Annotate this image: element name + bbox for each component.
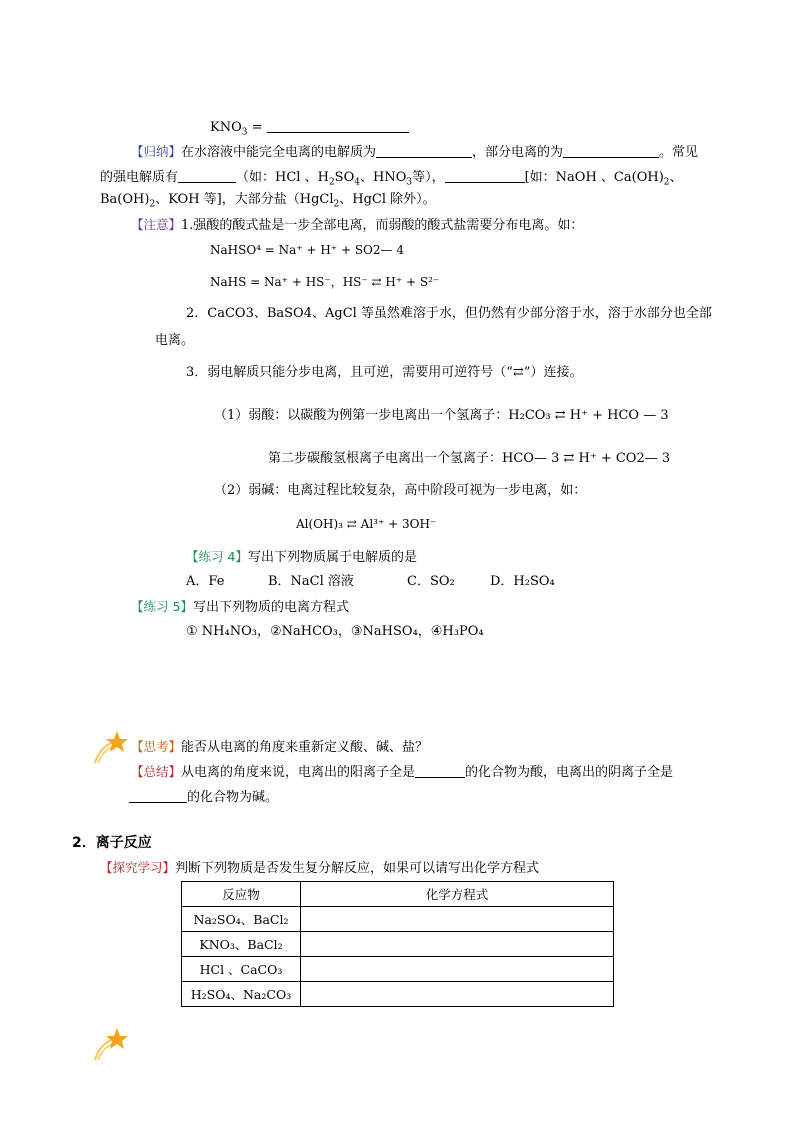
equation-cell[interactable] bbox=[301, 957, 614, 982]
star-icon bbox=[93, 1026, 129, 1062]
weak-acid-step2: 第二步碳酸氢根离子电离出一个氢离子：HCO— 3 ⇄ H⁺ + CO2— 3 bbox=[268, 451, 671, 466]
answer-blank[interactable] bbox=[129, 788, 187, 803]
equation-nahs: NaHS = Na⁺ + HS⁻，HS⁻ ⇄ H⁺ + S²⁻ bbox=[210, 275, 440, 289]
table-header-row bbox=[182, 882, 614, 907]
kno3-equation: $KNO_3$ = bbox=[210, 118, 409, 142]
header-reactants: 反应物 bbox=[182, 882, 301, 907]
star-icon bbox=[93, 729, 129, 765]
answer-blank[interactable] bbox=[415, 763, 465, 778]
answer-blank[interactable] bbox=[445, 168, 525, 183]
equation-cell[interactable] bbox=[301, 932, 614, 957]
note-point-2: 2．CaCO3、BaSO4、AgCl 等虽然难溶于水，但仍然有少部分溶于水，溶于水部分也全部 bbox=[186, 306, 712, 321]
reactants-cell: KNO₃、BaCl₂ bbox=[182, 932, 301, 957]
reactants-cell: H₂SO₄、Na₂CO₃ bbox=[182, 982, 301, 1007]
equation-cell[interactable] bbox=[301, 907, 614, 932]
table-row bbox=[182, 982, 614, 1007]
note-point-3: 3．弱电解质只能分步电离，且可逆，需要用可逆符号（“⇄”）连接。 bbox=[186, 365, 583, 380]
note-line-1: 【注意】1.强酸的酸式盐是一步全部电离，而弱酸的酸式盐需要分布电离。如： bbox=[131, 217, 584, 233]
option-c[interactable]: C．SO₂ bbox=[407, 574, 455, 589]
answer-blank[interactable] bbox=[376, 143, 472, 158]
exercise-5: 【练习 5】写出下列物质的电离方程式 bbox=[131, 599, 349, 615]
equation-aloh3: Al(OH)₃ ⇄ Al³⁺ + 3OH⁻ bbox=[296, 517, 437, 531]
option-a[interactable]: A．Fe bbox=[186, 574, 225, 589]
conclusion-line-1: 【总结】从电离的角度来说，电离出的阳离子全是 的化合物为酸，电离出的阴离子全是 bbox=[131, 764, 674, 780]
table-row bbox=[182, 957, 614, 982]
answer-blank[interactable] bbox=[267, 118, 409, 133]
exercise-4: 【练习 4】写出下列物质属于电解质的是 bbox=[186, 549, 417, 565]
tanjiu-tag: 【探究学习】 bbox=[100, 860, 176, 875]
table-row bbox=[182, 932, 614, 957]
weak-base-note: （2）弱碱：电离过程比较复杂，高中阶段可视为一步电离，如： bbox=[214, 483, 587, 498]
sikao-tag: 【思考】 bbox=[131, 739, 182, 754]
weak-acid-step1: （1）弱酸：以碳酸为例第一步电离出一个氢离子：H₂CO₃ ⇄ H⁺ + HCO — 3 bbox=[214, 408, 669, 423]
lianxi4-tag: 【练习 4】 bbox=[186, 549, 248, 564]
reaction-table bbox=[181, 881, 614, 1007]
zhuyi-tag: 【注意】 bbox=[131, 217, 182, 232]
think-line: 【思考】能否从电离的角度来重新定义酸、碱、盐？ bbox=[131, 739, 429, 755]
conclusion-line-2: 的化合物为碱。 bbox=[129, 788, 278, 807]
equation-cell[interactable] bbox=[301, 982, 614, 1007]
zongjie-tag: 【总结】 bbox=[131, 764, 182, 779]
reactants-cell: Na₂SO₄、BaCl₂ bbox=[182, 907, 301, 932]
table-row bbox=[182, 907, 614, 932]
inquiry-line: 【探究学习】判断下列物质是否发生复分解反应，如果可以请写出化学方程式 bbox=[100, 860, 540, 876]
answer-blank[interactable] bbox=[563, 143, 659, 158]
reactants-cell: HCl 、CaCO₃ bbox=[182, 957, 301, 982]
exercise-5-items: ① NH₄NO₃，②NaHCO₃，③NaHSO₄，④H₃PO₄ bbox=[186, 624, 484, 639]
equation-nahso4: NaHSO⁴ = Na⁺ + H⁺ + SO2— 4 bbox=[210, 243, 404, 257]
guina-tag: 【归纳】 bbox=[131, 144, 182, 159]
summary-line-3: $Ba(OH)_2$、KOH 等]，大部分盐（HgCl$_2$、HgCl 除外）。 bbox=[100, 192, 436, 210]
header-equation: 化学方程式 bbox=[301, 882, 614, 907]
lianxi5-tag: 【练习 5】 bbox=[131, 599, 193, 614]
answer-blank[interactable] bbox=[178, 168, 236, 183]
summary-line-1: 【归纳】在水溶液中能完全电离的电解质为 ，部分电离的为 。常见 bbox=[131, 144, 699, 160]
note-point-2-cont: 电离。 bbox=[155, 333, 195, 348]
option-d[interactable]: D．H₂SO₄ bbox=[490, 574, 555, 589]
section-title: 2．离子反应 bbox=[72, 835, 152, 851]
summary-line-2: 的强电解质有 （如：HCl 、$H_2SO_4$、$HNO_3$等）， [如：NaOH 、$Ca(OH)_2$、 bbox=[100, 170, 683, 188]
option-b[interactable]: B．NaCl 溶液 bbox=[268, 574, 354, 589]
